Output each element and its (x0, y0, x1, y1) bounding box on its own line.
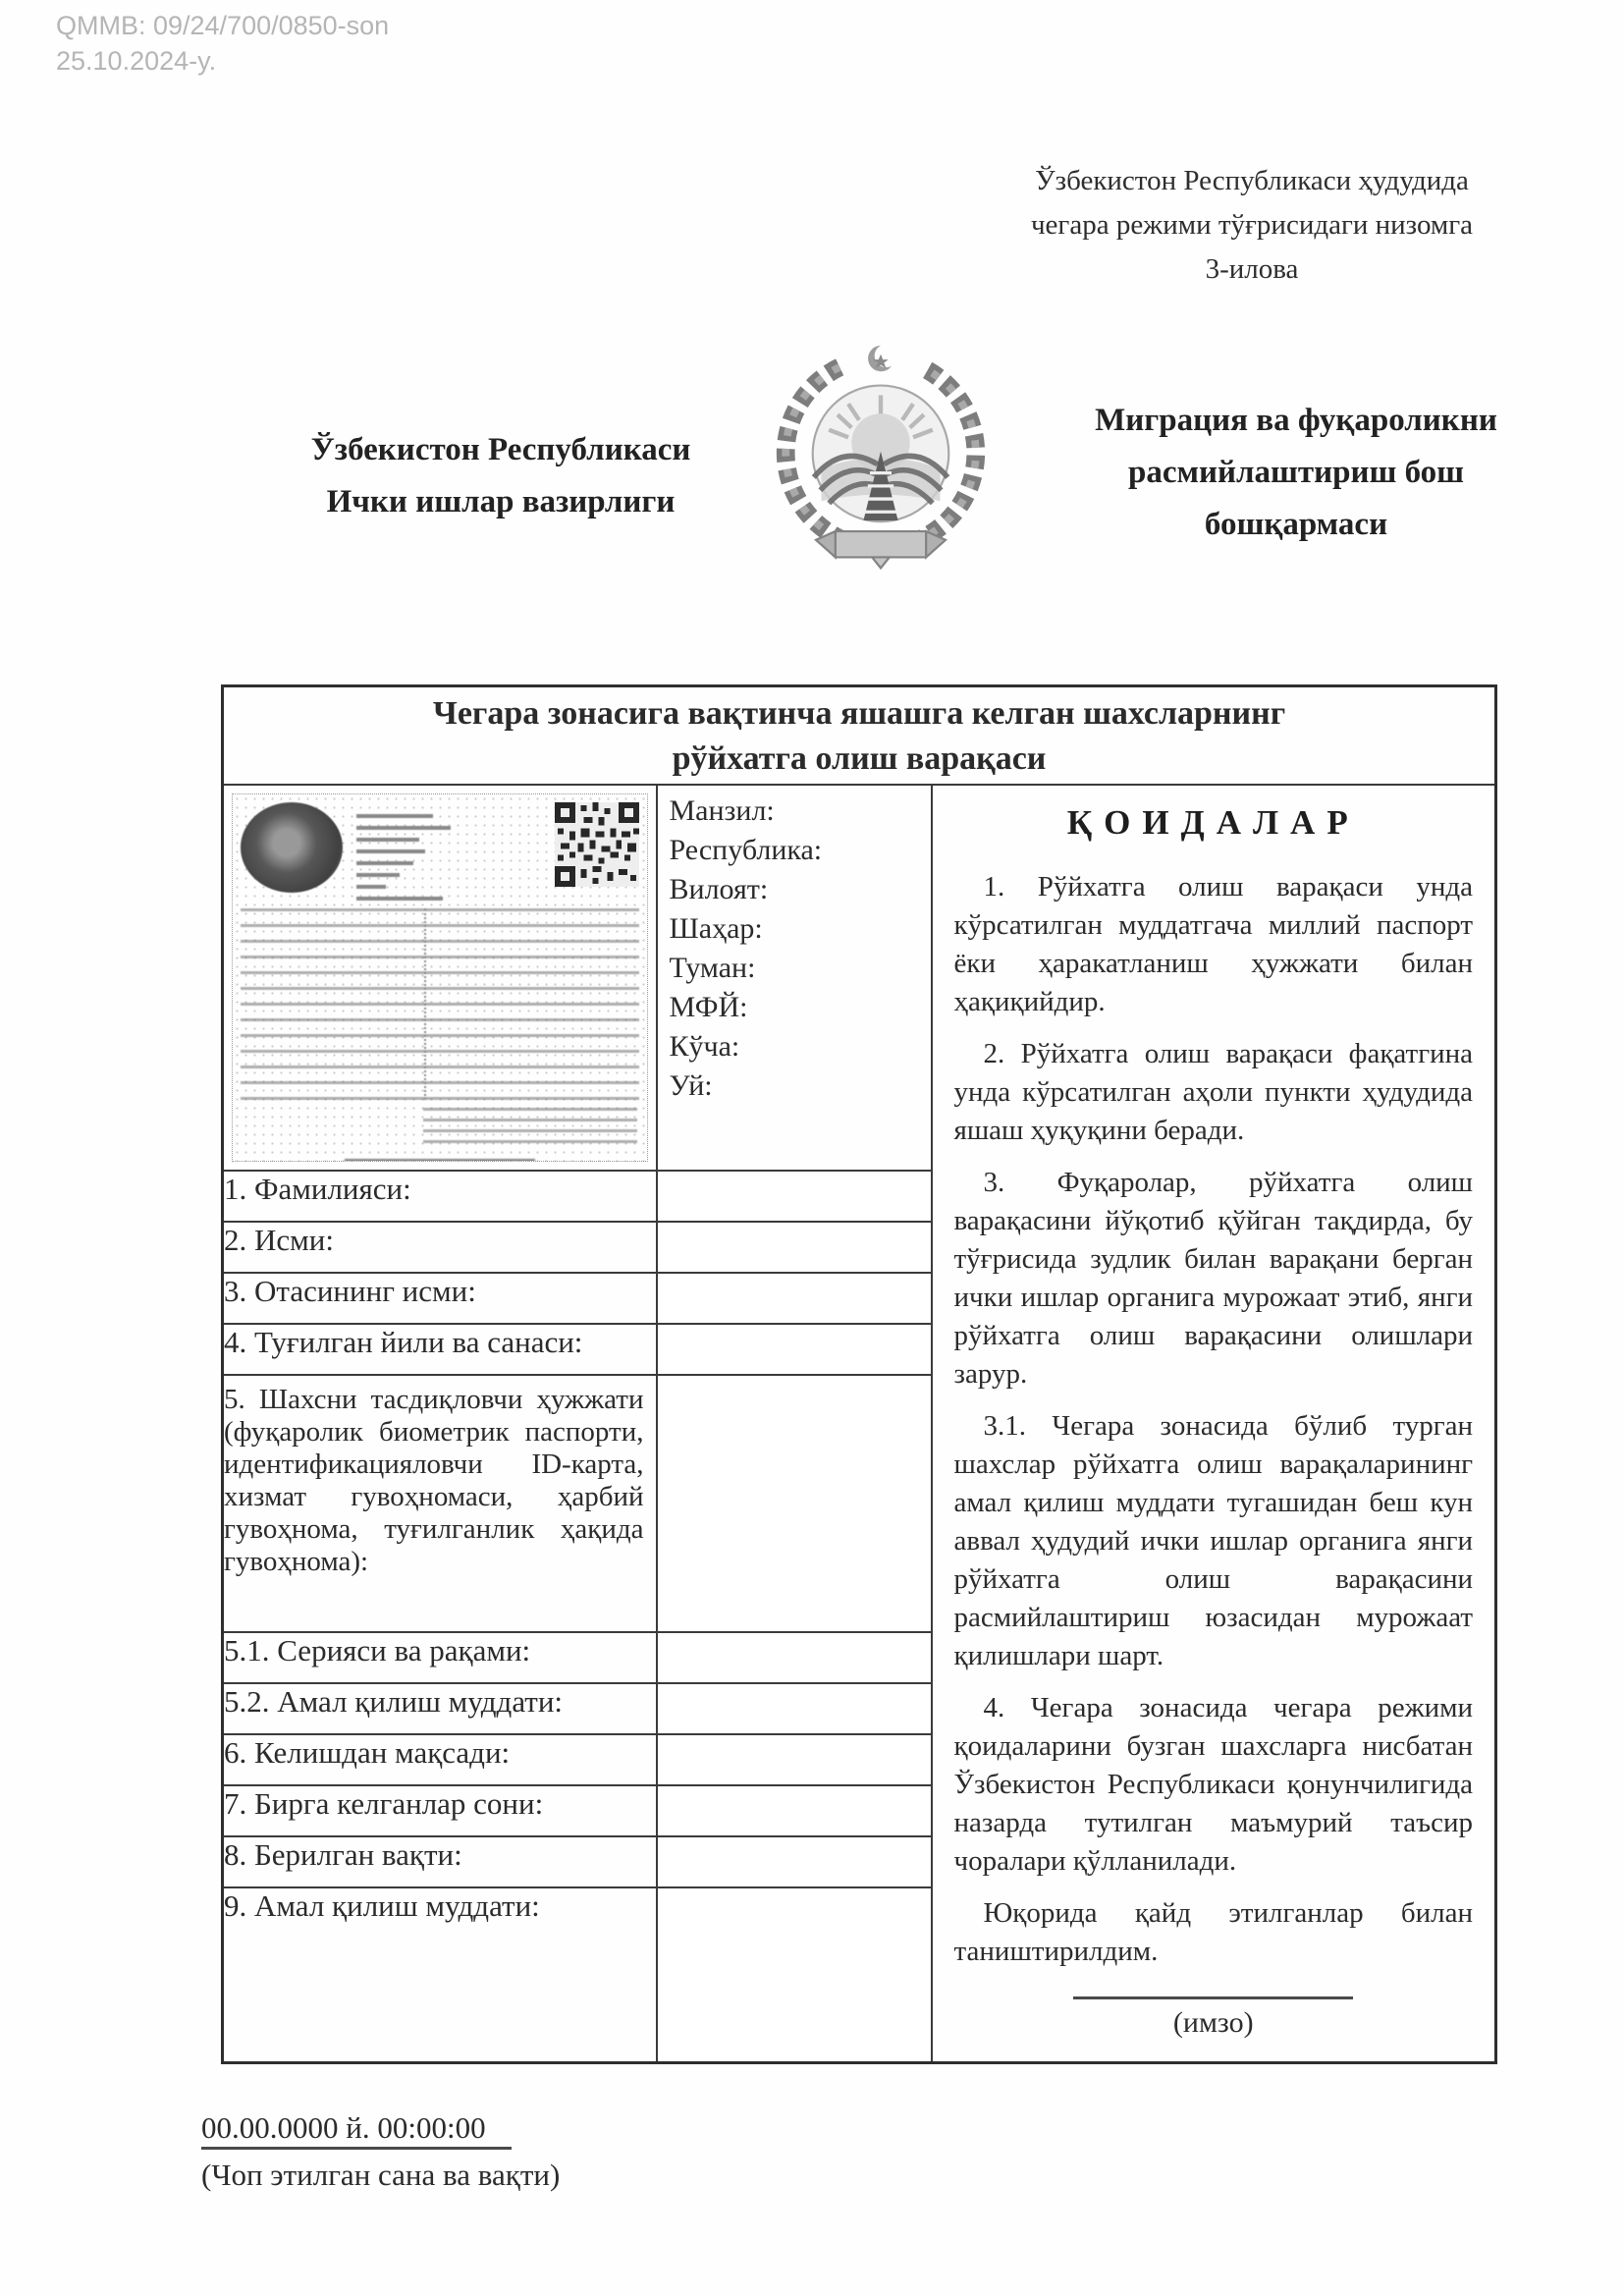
address-label: Республика: (669, 834, 823, 866)
rule-paragraph-3-1: 3.1. Чегара зонасида бўлиб турган шахслар рўйхатга олиш варақаларининг амал қилиш муддати тугашидан беш кун аввал ҳудудий ички ишлар органига янги рўйхатга олиш варақасини расмийлаштириш юзасидан мурожаат қилишлари шарт. (953, 1410, 1474, 1671)
field-label: 9. Амал қилиш муддати: (223, 1887, 657, 2062)
field-label: 5.2. Амал қилиш муддати: (223, 1683, 657, 1734)
uzbekistan-state-emblem-icon (773, 334, 989, 587)
field-value-cell (657, 1632, 932, 1683)
rule-paragraph-1: 1. Рўйхатга олиш варақаси унда кўрсатилган муддатгача миллий паспорт ёки ҳаракатланиш ҳужжати билан ҳақиқийдир. (953, 871, 1474, 1017)
registration-form-table (221, 684, 1497, 2064)
field-label: 1. Фамилияси: (223, 1171, 657, 1222)
department-title (1011, 395, 1581, 551)
field-value-cell (657, 1222, 932, 1273)
rule-paragraph-2: 2. Рўйхатга олиш варақаси фақатгина унда кўрсатилган аҳоли пункти ҳудудида яшаш ҳуқуқини беради. (953, 1038, 1474, 1146)
qr-code-icon (555, 802, 639, 887)
address-label: Туман: (669, 952, 756, 984)
form-title-line2: рўйхатга олиш варақаси (672, 740, 1047, 777)
acknowledgement-text: Юқорида қайд этилганлар билан таништирилдим. (953, 1897, 1474, 1967)
department-line: бошқармаси (1204, 507, 1388, 542)
form-title-line1: Чегара зонасига вақтинча яшашга келган шахсларнинг (432, 695, 1286, 732)
field-label: 4. Туғилган йили ва санаси: (223, 1324, 657, 1375)
field-value-cell (657, 1785, 932, 1836)
specimen-cell (223, 785, 657, 1171)
field-value-cell (657, 1324, 932, 1375)
signature-block (954, 1987, 1474, 2040)
rules-cell (932, 785, 1496, 2062)
registration-card-specimen-image (232, 793, 648, 1162)
signature-line (1073, 1995, 1353, 1999)
field-label: 8. Берилган вақти: (223, 1836, 657, 1887)
print-datetime-block (201, 2107, 560, 2196)
address-labels (658, 786, 931, 1106)
address-label: Манзил: (669, 794, 775, 827)
rule-paragraph-3: 3. Фуқаролар, рўйхатга олиш варақасини йўқотиб қўйган тақдирда, бу тўғрисида зудлик билан варақани берган ички ишлар органига мурожаат этиб, янги рўйхатга олиш варақасини олишлари зарур. (953, 1167, 1474, 1390)
annex-note (967, 159, 1537, 292)
specimen-photo-seal (241, 802, 343, 893)
annex-line: 3-илова (1205, 253, 1299, 285)
ministry-title (236, 424, 766, 528)
specimen-blurred-caption (345, 1159, 535, 1162)
rules-title: ҚОИДАЛАР (1066, 803, 1360, 842)
signature-caption: (имзо) (1172, 2006, 1254, 2039)
annex-line: чегара режими тўғрисидаги низомга (1030, 209, 1474, 241)
address-label: МФЙ: (669, 991, 748, 1023)
field-label: 3. Отасининг исми: (223, 1273, 657, 1324)
rule-paragraph-4: 4. Чегара зонасида чегара режими қоидаларини бузган шахсларга нисбатан Ўзбекистон Республикаси қонунчилигида назарда тутилган маъмурий таъсир чоралари қўлланилади. (953, 1692, 1474, 1877)
field-label: 6. Келишдан мақсади: (223, 1734, 657, 1785)
field-label: 7. Бирга келганлар сони: (223, 1785, 657, 1836)
address-label: Вилоят: (669, 873, 769, 905)
rules-content (933, 786, 1495, 2048)
address-label: Кўча: (669, 1030, 740, 1063)
document-watermark (56, 8, 389, 79)
form-title (223, 686, 1496, 786)
field-label: 2. Исми: (223, 1222, 657, 1273)
field-label: 5.1. Серияси ва рақами: (223, 1632, 657, 1683)
annex-line: Ўзбекистон Республикаси ҳудудида (1035, 165, 1469, 196)
specimen-blurred-paragraph (423, 1108, 637, 1147)
address-label: Шаҳар: (669, 912, 763, 945)
printed-datetime: 00.00.0000 й. 00:00:00 (201, 2110, 512, 2150)
field-value-cell (657, 1171, 932, 1222)
printed-datetime-caption: (Чоп этилган сана ва вақти) (201, 2158, 561, 2192)
field-value-cell (657, 1734, 932, 1785)
ministry-line: Ўзбекистон Республикаси (310, 432, 691, 467)
field-value-cell (657, 1887, 932, 2062)
field-value-cell (657, 1836, 932, 1887)
field-label: 5. Шахсни тасдиқловчи ҳужжати (фуқаролик биометрик паспорти, идентификацияловчи ID-карта, хизмат гувоҳномаси, ҳарбий гувоҳнома, туғилганлик ҳақида гувоҳнома): (223, 1375, 657, 1632)
address-cell (657, 785, 932, 1171)
specimen-blurred-rows (241, 908, 639, 1100)
ministry-line: Ички ишлар вазирлиги (326, 484, 676, 519)
field-value-cell (657, 1683, 932, 1734)
department-line: расмийлаштириш бош (1127, 455, 1464, 490)
field-value-cell (657, 1273, 932, 1324)
field-value-cell (657, 1375, 932, 1632)
form-title-row (223, 686, 1496, 786)
address-label: Уй: (669, 1069, 713, 1102)
specimen-blurred-labels (343, 802, 555, 908)
watermark-date: 25.10.2024-y. (56, 46, 217, 76)
watermark-number: QMMB: 09/24/700/0850-son (56, 11, 390, 40)
department-line: Миграция ва фуқароликни (1095, 403, 1497, 438)
